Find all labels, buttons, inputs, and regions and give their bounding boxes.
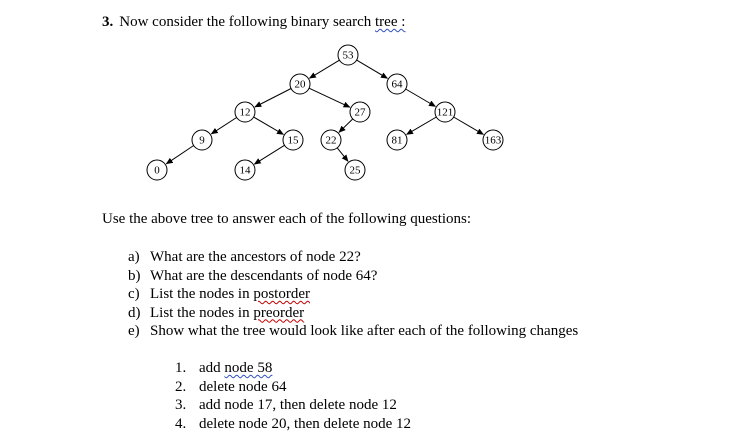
- tree-node-14: [235, 160, 255, 180]
- question-text: What are the descendants of node 64?: [150, 267, 378, 284]
- tree-node-label: 22: [325, 134, 337, 147]
- tree-node-label: 15: [287, 134, 299, 147]
- question-letter: d): [128, 304, 141, 321]
- change-text: add node 17, then delete node 12: [199, 397, 397, 413]
- question-text: [150, 285, 310, 304]
- tree-edge-22-25: [337, 148, 348, 162]
- change-number: 1.: [175, 360, 187, 376]
- tree-node-12: [235, 102, 255, 122]
- question-item: [128, 248, 578, 267]
- change-text: delete node 20, then delete node 12: [199, 415, 412, 432]
- tree-node-81: [387, 130, 407, 150]
- tree-edge-27-22: [339, 119, 353, 132]
- instructions-text: Use the above tree to answer each of the following questions:: [102, 211, 472, 227]
- tree-node-label: 64: [391, 78, 403, 91]
- change-text-plain: add: [199, 360, 225, 376]
- change-number: 4.: [175, 415, 187, 432]
- tree-node-label: 25: [349, 164, 361, 177]
- question-letter: c): [128, 286, 140, 302]
- change-text: delete node 64: [199, 378, 287, 395]
- tree-node-label: 121: [436, 106, 454, 119]
- change-item: [175, 359, 411, 378]
- tree-edge-20-12: [255, 89, 291, 108]
- tree-node-label: 163: [484, 134, 502, 147]
- tree-node-label: 81: [391, 134, 403, 147]
- tree-edge-64-121: [406, 89, 436, 107]
- question-letter: e): [128, 323, 140, 339]
- question-text: [150, 304, 304, 323]
- tree-edge-9-0: [166, 146, 194, 164]
- change-number: 2.: [175, 378, 187, 395]
- question-number: 3.: [102, 14, 114, 30]
- question-item: [128, 285, 578, 304]
- tree-node-label: 14: [239, 164, 251, 177]
- question-text-plain: List the nodes in: [150, 304, 254, 321]
- tree-node-0: [147, 160, 167, 180]
- tree-node-25: [345, 160, 365, 180]
- change-list: [175, 359, 411, 433]
- tree-edge-53-20: [309, 60, 339, 78]
- change-item: [175, 415, 411, 433]
- change-number: 3.: [175, 397, 187, 413]
- tree-edge-121-163: [454, 117, 484, 135]
- change-item: [175, 396, 411, 415]
- tree-node-15: [283, 130, 303, 150]
- tree-edge-15-14: [254, 145, 284, 164]
- tree-edge-121-81: [407, 117, 437, 135]
- question-letter: a): [128, 249, 140, 265]
- tree-node-22: [321, 130, 341, 150]
- tree-node-121: [435, 102, 455, 122]
- tree-node-label: 53: [342, 49, 354, 62]
- question-heading-flagged-text: tree :: [375, 14, 406, 30]
- tree-node-20: [290, 74, 310, 94]
- tree-node-label: 12: [239, 106, 251, 119]
- tree-edge-12-9: [211, 118, 236, 135]
- question-letter: b): [128, 267, 141, 284]
- tree-edge-53-64: [357, 60, 388, 78]
- change-text-flagged: node 58: [224, 360, 273, 376]
- tree-node-label: 0: [154, 164, 160, 177]
- tree-node-9: [192, 130, 212, 150]
- question-text-flagged: preorder: [253, 304, 305, 321]
- tree-node-64: [387, 74, 407, 94]
- tree-node-53: [338, 45, 358, 65]
- question-item: [128, 322, 578, 341]
- binary-search-tree-diagram: [0, 0, 730, 200]
- tree-node-label: 27: [354, 106, 366, 119]
- question-text: What are the ancestors of node 22?: [150, 249, 361, 265]
- tree-node-label: 20: [294, 78, 306, 91]
- tree-edge-20-27: [309, 88, 350, 107]
- change-item: [175, 378, 411, 397]
- question-item: [128, 304, 578, 323]
- question-text-plain: List the nodes in: [150, 286, 254, 302]
- question-heading-text: Now consider the following binary search: [119, 14, 376, 30]
- question-list: [128, 248, 578, 341]
- question-text-flagged: postorder: [253, 286, 310, 302]
- question-item: [128, 267, 578, 286]
- tree-node-27: [350, 102, 370, 122]
- tree-nodes: [147, 45, 503, 180]
- tree-edge-12-15: [254, 117, 284, 135]
- tree-node-label: 9: [199, 134, 205, 147]
- change-text: [199, 359, 272, 378]
- question-text: Show what the tree would look like after each of the following changes: [150, 323, 579, 339]
- tree-node-163: [483, 130, 503, 150]
